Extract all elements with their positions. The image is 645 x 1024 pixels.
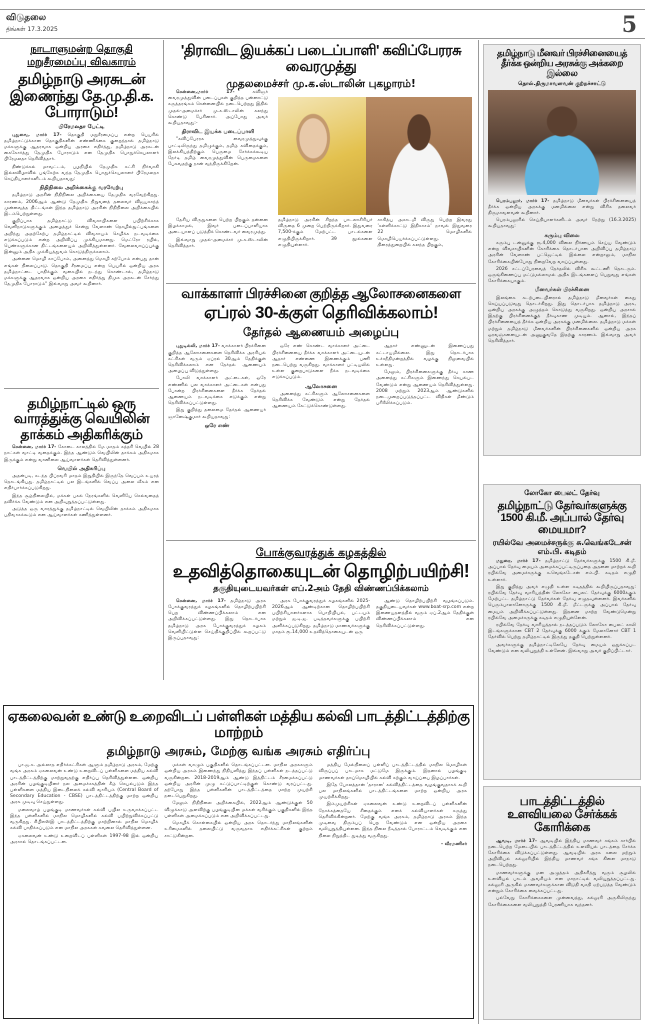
paragraph: அடுத்த ஒரு வாரத்துக்கு தமிழ்நாட்டில் வெயிலின் தாக்கம் அதிகமாக பதிவாகக்கூடும் என ஆய்வாளர்கள் கணித்துள்ளனர். [4, 507, 159, 519]
story-thirumavalavan [483, 44, 641, 456]
story-vairamuthu [168, 44, 474, 90]
story-body [168, 344, 474, 431]
paragraph: தமிழ்நாடு அரசின் நிதிநிலை அறிக்கையை தேமுதிக வரவேற்கிறது. காரணம், 2006ஆம் ஆண்டு தேமுதிக நிறுவனத் தலைவர் விஜயகாந்த் முன்வைத்த திட்டங்கள் இந்த தமிழ்நாடு அரசின் நிதிநிலை அறிக்கையில் இடம்பெற்றுள்ளது. [4, 193, 159, 217]
column-divider-right [478, 40, 479, 1024]
story-subtitle: திராவிட இயக்க படைப்பாளி [181, 129, 255, 136]
paragraph: திண்டுக்கல் மாவட்டம், பழநியில் தேமுதிக கட்சி நிர்வாகி இல்லவிழாவில் பங்கேற்க வந்த தேமுதிக பொதுச்செயலாளர் பிரேமலதா செய்தியாளர்களிடம் கூறியதாவது: [4, 164, 159, 182]
paragraph: தமிழ்நாடு மீனவர்கள் பிரச்சினையைத் தீர்க்க ஒன்றிய அரசுக்கு மனமில்லை என்று விசிக தலைவர் திருமாவளவன் கூறினார். [488, 198, 636, 217]
story-divider [4, 388, 159, 389]
paragraph: அரசு போக்குவரத்துக் கழகங்களில் 2025-2026ஆம் ஆண்டிற்கான தொழிற்பயிற்சி பயிற்சியாளர்களாக பொறியியல், பட்டயம் மற்றும் ஐ.டி.ஐ. படித்தவர்களுக்கு பயிற்சி அளிக்கப்படுகிறது. தமிழ்நாடு மாணவர்களுக்கு மாதம் ரூ.14,000 உதவித்தொகையுடன் ஒரு [272, 598, 370, 635]
paragraph: இது குறித்து தலைமை தேர்தல் ஆணையர் ஞானேஷ்குமார் கூறியதாவது: [168, 408, 266, 420]
story-body-end [168, 218, 268, 251]
paragraph: மொழிக் கொள்கையில் ஒன்றிய அரசு தொடர்ந்து மாநிலங்களின் உரிமைகளில் தலையிட்டு வருவதாக எதிர்க்கட்சிகள் குற்றம் சாட்டுகின்றன. [164, 821, 313, 839]
story-election-commission [168, 287, 474, 431]
story-subtitle: நிதிநிலை அறிக்கைக்கு வரவேற்பு [39, 185, 124, 192]
paragraph: அனைத்து கட்சிகளும் ஆலோசனைகளை தெரிவிக்க வேண்டும் என்று தேர்தல் ஆணையம் கேட்டுக்கொண்டுள்ளது. [272, 391, 370, 410]
story-body [4, 133, 159, 289]
paragraph: கவிஞர் வைரமுத்துவின் படைப்புகள் குறித்த பன்னாட்டு கருத்தரங்கம் சென்னையில் நடைபெற்றது இதில் முதல்-அமைச்சர் மு.க.ஸ்டாலின் கலந்து கொண்டு பேசினார். அப்போது அவர் கூறியதாவது:- [168, 90, 268, 127]
paragraph: தேசிய விருதுகளை பெற்ற பிறகும் தன்னை இழக்காமல், இவர் படைப்பாளியாக அடையாளப் படுத்திக் கொண்டவர் வைரமுத்து. [168, 218, 268, 236]
story-subtitle: வெயில் அதிகரிப்பு [57, 465, 106, 472]
story-kicker: போக்குவரத்துக் கழகத்தில் [255, 546, 387, 559]
dateline: சென்னை, மார்ச் 17- [176, 598, 226, 604]
dateline: சென்னை,மார்ச் 17- [176, 90, 235, 95]
paragraph: கோடை காலத்தில் மே மாதம் கத்தரி வெயில் 28 நாட்கள் வாட்டி வதைக்கும். இந்த ஆண்டும் வெயிலின் தாக்கம் அதிகமாக இருக்கும் என்று வானிலை ஆய்வாளர்கள் தெரிவித்துள்ளனர். [4, 445, 159, 463]
story-body [488, 839, 636, 909]
dateline: புதுடில்லி, மார்ச் 17- [176, 344, 220, 350]
dateline: பெரம்பலூர், மார்ச் 17- [496, 198, 550, 204]
story-headline: பாடத்திட்டத்தில் உளவியலை சேர்க்கக் கோரிக்கை [507, 794, 617, 835]
story-divider [166, 540, 476, 541]
story-kicker: நாடாளுமன்ற தொகுதி மறுசீரமைப்பு விவகாரம் [27, 44, 136, 68]
stalin-photo [366, 97, 472, 215]
dateline: சென்னை, மார்ச் 17- [12, 445, 57, 451]
paragraph: மலைவாழ் பழங்குடி மாணவர்கள் கல்வி பயில உருவாக்கப்பட்ட இந்த பள்ளிகளில் மாநில மொழிகளில் கல்வி பயிற்றுவிக்கப்பட்டு வருகிறது. சிபிஎஸ்இ பாடத்திட்டத்திற்கு மாற்றினால் மாநில மொழிக் கல்வி பாதிக்கப்படும் என மாநில அரசுகள் கவலை தெரிவித்துள்ளன. [10, 807, 159, 832]
paragraph: பல்வேறு கோரிக்கைகளை முன்வைத்து, கல்லூரி அருகிலிருந்து கோரிக்கைகளை வலியுறுத்தி பேரணியாக வந்தனர். [488, 896, 636, 908]
story-headline: உதவித்தொகையுடன் தொழிற்பயிற்சி! [172, 560, 470, 581]
paragraph: அதன்படி, கடந்த பிப்ரவரி மாதம் இறுதியில் இருந்தே வெப்பம் உயரத் தொடங்கியது. தமிழ்நாட்டில் பல இடங்களில் வெப்ப அலை வீசும் என எதிர்பார்க்கப்படுகிறது. [4, 473, 159, 492]
story-kicker: லோகோ பைலட் தேர்வு [524, 489, 600, 497]
paragraph: மத்திய மேல்நிலைப் பள்ளிப் பாடத்திட்டத்தில் மாநில மொழிகள் விருப்பப் பாடமாக மட்டுமே இருக்கும். இதனால் பழங்குடி மாணவர்கள் தாய்மொழியில் கல்வி கற்கும் வாய்ப்பை இழப்பார்கள். [318, 763, 467, 781]
story-heatwave [4, 396, 159, 520]
paragraph: தொகுதி மறுசீரமைப்பு என்ற பெயரில் தமிழ்நாட்டுக்கான தொகுதிகளின் எண்ணிக்கை குறைந்தால் தமிழ்நாடு மக்களுக்கு ஆதரவாக ஒன்றிய அரசை எதிர்த்து, தமிழ்நாடு அரசுடன் கைகோர்த்து தேமுதிக போராடும் என தேமுதிக பொதுச்செயலாளர் பிரேமலதா தெரிவித்தார். [4, 132, 159, 163]
vairamuthu-photo [278, 97, 366, 215]
paragraph: அவர்களுக்கு தமிழ்நாட்டிலேயே தேர்வு மையம் ஒதுக்கப்பட வேண்டும் என வலியுறுத்தி உள்ளேன். இவ்வாறு அவர் குறிப்பிட்டார். [488, 642, 636, 654]
story-body-continued [278, 218, 472, 249]
story-headline-line1: வாக்காளர் பிரச்சினை குறித்த ஆலோசனைகளை [181, 286, 461, 301]
paragraph: "கவிப்பேரரசு வைரமுத்துவுக்கு பாட்டிலிருந்து தமிழுக்கும், தமிழ் கவிதைக்கும், இலக்கியத்திற்கும் பெருமை சேர்க்கக்கூடிய நேர்டி தமிழ் வைரமுத்துவின் பெருமைகளை பேசுவதற்கு நான் வந்திருக்கிறேன். [168, 137, 268, 168]
story-subtitle: கரும்பு விலை [544, 232, 580, 239]
dateline: புதுவை, மார்ச் 17- [12, 132, 62, 138]
masthead-rule [0, 9, 645, 10]
story-body [488, 199, 636, 345]
paragraph: தமிழ்நாடு அரசின் சிறந்த பாடலாசிரியர் விருதை 6 முறை பெற்றிருக்கிறார். இதுவரை 7,500-க்கும் மேற்பட்ட பாடல்களை எழுதியிருக்கிறார். 39 நூல்களை எழுதியுள்ளார். [278, 218, 373, 248]
story-headline: தமிழ்நாடு மீனவர் பிரச்சினையைத் தீர்க்க ஒன்றிய அரசுக்கு அக்கறை இல்லை [496, 48, 628, 78]
paper-name: விடுதலை [6, 13, 47, 23]
paragraph: இதே போலத்தான் 'தாரான' கல்வித்திட்டத்தை வழங்குவதாகக் கூறி பல மாநிலங்களில் பாடத்திட்டங்களை மாற்ற ஒன்றிய அரசு முயற்சிக்கிறது. [318, 782, 467, 801]
page-number: 5 [621, 12, 637, 38]
story-subhead: ரயில்வே அமைச்சருக்கு சு.வெங்கடேசன் எம்.பி. கடிதம் [492, 538, 632, 557]
paragraph: சாகித்ய அகாடமி விருது பெற்ற இவரது 'கள்ளிக்காட்டு இதிகாசம்' நாவல் இதுவரை 22 மொழிகளில் மொழிபெயர்க்கப்பட்டுள்ளது. திரைத்துறையில் கலந்த பிறகும், [377, 218, 472, 248]
paragraph: பா.ஜ.க. அல்லாத எதிர்க்கட்சிகள் ஆளும் தமிழ்நாடு அரசும், மேற்கு வங்க அரசும் ஏகலைவன் உண்டு உறைவிடப் பள்ளிகளை மத்திய கல்வி பாடத்திட்டத்திற்கு மாற்றுவதற்கு எதிர்ப்பு தெரிவித்துள்ளன. ஒன்றிய அரசின் பழங்குடியினர் நல அமைச்சகத்தின் கீழ் செயல்படும் இந்த பள்ளிகளை மத்திய இடைநிலைக் கல்வி வாரியம் (Central Board of Secondary Education - CBSE) பாடத்திட்டத்திற்கு மாற்ற ஒன்றிய அரசு முடிவு செய்துள்ளது. [10, 763, 159, 806]
story-transport-training [168, 546, 474, 643]
story-headline: 'திராவிட இயக்கப் படைப்பாளி' கவிப்பேரரசு வைரமுத்து [180, 43, 462, 75]
story-subtitle: மீனவர்கள் பிரச்சினை [534, 287, 590, 294]
paragraph: பெரம்பலூரில் செய்தியாளர்களிடம் அவர் நேற்று (16.3.2025) கூறியதாவது: [488, 218, 636, 230]
dateline: மதுரை, மார்ச் 17- [496, 559, 541, 565]
paper-date: திங்கள் 17.3.2025 [6, 26, 58, 33]
paragraph: 2026 சட்டப்பேரவைத் தேர்தலில் விசிக கூட்டணி தொடரும். ஒருங்கிணைப்பு மட்டுமல்லாமல் அதிக இடங்களைப் பெறுவது எங்கள் கோரிக்கையாகும். [488, 266, 636, 285]
story-body [4, 445, 159, 519]
paragraph: குறிப்பாக தமிழ்நாட்டு விவசாயிகளை பயிற்சிக்காக வெளிநாடுகளுக்கும் அழைத்துச் சென்று வேளாண் தொழில்நுட்பங்களை அறிந்து அதற்கேற்ப தமிழ்நாட்டில் விவசாயம் செழிக்க நடவடிக்கை எடுக்கப்படும் என்ற அறிவிப்பு முக்கியமானது. மெட்ரோ ரயில், பெண்களுக்கான திட்டங்களையும் அறிவித்துள்ளனர். வேலைவாய்ப்புக்கு இன்னும் அதிக முக்கியத்துவம் கொடுத்திருக்கலாம். [4, 219, 159, 256]
paragraph: மக்கள் வாழும் பகுதிகளில் தொடங்கப்பட்டன. மாநில அரசுகளும் ஒன்றிய அரசும் இணைந்து நிதியளித்து இந்தப் பள்ளிகள் நடத்தப்பட்டு வருகின்றன. 2018-2019ஆம் ஆண்டு இத்திட்டம் சீரமைக்கப்பட்டு ஒன்றிய அரசின் முழு கட்டுப்பாட்டிற்குள் கொண்டு வரப்பட்டது. தற்போது இந்த பள்ளிகளின் பாடத்திட்டத்தை மாற்ற முயற்சி நடைபெறுகிறது. [164, 763, 313, 800]
story-headline-line2: ஏப்ரல் 30-க்குள் தெரிவிக்கலாம்! [204, 302, 438, 322]
story-headline: ஏகலைவன் உண்டு உறைவிடப் பள்ளிகள் மத்திய கல்வி பாடத்திட்டத்திற்கு மாற்றம் [7, 709, 470, 741]
paragraph: மேலும் நிதிநிலை அறிக்கையில், 2022ஆம் ஆண்டுக்குள் 50 விழுக்காடு அளவிற்கு பழங்குடியின மக்கள் வசிக்கும் பகுதிகளில் இந்த பள்ளிகள் அமைக்கப்படும் என அறிவிக்கப்பட்டது. [164, 801, 313, 819]
author-signature: – வீரமணிசர் [440, 841, 467, 847]
story-body [168, 599, 474, 643]
story-dmdk [4, 44, 159, 289]
column-divider-left [163, 40, 164, 680]
story-subhead: தகுதியுடையவர்கள் எப்.2அம் தேதி விண்ணப்பிக்கலாம் [213, 583, 429, 594]
paragraph: வாக்காளர் பிரச்சினை குறித்த ஆலோசனைகளை தெரிவிக்க அரசியல் கட்சிகள் வரும் ஏப்ரல் 30ஆம் தேதிக்குள் தெரிவிக்கலாம் என தேர்தல் ஆணையம் அழைப்பு விடுத்துள்ளது. [168, 344, 266, 375]
story-body [168, 90, 268, 169]
paragraph: இலங்கை கடற்படையினரால் தமிழ்நாடு மீனவர்கள் கைது செய்யப்படுவது தொடர்கிறது. இது தொடர்பாக தமிழ்நாடு அரசு, ஒன்றிய அரசுக்கு அழுத்தம் கொடுத்து வருகிறது. ஒன்றிய அரசால் இதற்கு பிரச்சினைக்குத் தீர்வுகாண முடியும். ஆனால், இந்தப் பிரச்சினையைத் தீர்க்க ஒன்றிய அரசுக்கு மனமில்லை. தமிழ்நாடு மக்கள் மற்றும் தமிழ்நாடு மீனவர்களின் பிரச்சினைகளில் ஒன்றிய அரசு ஓரவஞ்சனையுடன் அணுகுவதே இதற்கு காரணம். இவ்வாறு அவர் தெரிவித்தார். [488, 295, 636, 344]
story-headline: தமிழ்நாடு அரசுடன் இணைந்து தே.மு.தி.க. போராடும்! [9, 71, 154, 121]
paragraph: போலி வாக்காளர் அட்டைகள், ஒரே எண்ணில் பல வாக்காளர் அட்டைகள் என்பது போன்ற பிரச்சினைகளை தீர்க்க தேர்தல் ஆணையம் நடவடிக்கை எடுக்கும் என்று தெரிவிக்கப்பட்டுள்ளது. [168, 376, 266, 407]
story-subhead: தேர்தல் ஆணையம் அழைப்பு [243, 324, 399, 339]
dateline: ஆவடி, மார்ச் 17- [496, 838, 537, 844]
paragraph: இம்முயற்சிகள் ஏகலைவன் உண்டு உறைவிடப் பள்ளிகளின் நோக்கத்தையே சிதைக்கும் எனக் கல்வியாளர்கள் கருத்து தெரிவிக்கின்றனர். மேற்கு வங்க அரசும், தமிழ்நாடு அரசும் இந்த முடிவை திரும்பப் பெற வேண்டும் என ஒன்றிய அரசை வலியுறுத்தியுள்ளன. இந்த நிலை நீடித்தால் போராட்டம் வெடிக்கும் என நிலை நிறுத்திட துடித்து வருகிறது. [318, 802, 467, 839]
paragraph: ஏகலைவன் உண்டு உறைவிடப் பள்ளிகள் 1997-98 இல் ஒன்றிய அரசால் தொடங்கப்பட்டன. [10, 833, 159, 845]
paragraph: ஆவடியில் இந்திய மாணவர் சங்கம் சார்பில் நடைபெற்ற மேடையில் பாடத்திட்டத்தில் உளவியல் பாடத்தை சேர்க்க கோரிக்கை விடுக்கப்பட்டுள்ளது. ஆவடியில் அரசு கலை மற்றும் அறிவியல் கல்லூரியில் இந்திய மாணவர் சங்க கிளை மாநாடு நடைபெற்றது. [488, 838, 636, 869]
story-body [488, 559, 636, 655]
paragraph: ஒரே எண் கொண்ட வாக்காளர் அட்டை பிரச்சினையை தீர்க்க வாக்காளர் அட்டையுடன் ஆதார் எண்ணை இணைக்கும் பணி நடைபெற்று வருகிறது. வாக்காளர் பட்டியலில் உள்ள குறைபாடுகளை நீக்க நடவடிக்கை எடுக்கப்படும். [272, 344, 370, 381]
paragraph: ஆதார் எண்ணுடன் இணைப்பது கட்டாயமில்லை. இது தொடர்பாக உச்சநீதிமன்றத்தில் வழக்கு நிலுவையில் உள்ளது. [376, 344, 474, 368]
paragraph: ரயில்வே தேர்வு வாரியத்தால் நடத்தப்படும் லோகோ பைலட் காலி இடங்களுக்கான CBT 2 தேர்வுக்கு 6000 க்கும் மேலானோர் CBT 1 தேர்வில் பெற்று தமிழ்நாட்டில் இருந்து தகுதி பெற்றுள்ளனர். [488, 623, 636, 641]
story-subtitle: ஒரே எண் [204, 422, 230, 429]
story-subtitle: ஆலோசனை [305, 383, 337, 390]
paragraph: தமிழ்நாட்டு தேர்வர்களுக்கு 1500 கி.மீ. அப்பால் தேர்வு மையம் அமைக்கப்பட்டிருப்பதை அதனை மாற்றக் கூறி ரயில்வே அமைச்சருக்கு சு.வெங்கடேசன் எம்.பி. கடிதம் எழுதி உள்ளார். [488, 559, 637, 583]
paragraph: தமிழ்நாடு அரசு போக்குவரத்துக் கழகங்களில் தொழிற்பயிற்சி பெற விண்ணப்பிக்கலாம் என அறிவிக்கப்பட்டுள்ளது. இது தொடர்பாக தமிழ்நாடு அரசு போக்குவரத்துக் கழகம் வெளியிட்டுள்ள செய்திக்குறிப்பில் கூறப்பட்டு இருப்பதாவது: [168, 598, 266, 641]
paragraph: மேலும், பிரச்சினைகளுக்கு தீர்வு காண அனைத்து கட்சிகளும் இணைந்து செயல்பட வேண்டும் என்று ஆணையம் தெரிவித்துள்ளது. 2008 மற்றும் 2023ஆம் ஆண்டுகளில் நடைமுறைப்படுத்தப்பட்ட விதிகள் மீண்டும் பரிசீலிக்கப்படும். [376, 370, 474, 407]
paragraph: இவ்வாறு முதல்-அமைச்சர் மு.க.ஸ்டாலின் தெரிவித்தார். [168, 237, 268, 249]
story-divider [166, 283, 476, 284]
story-subhead: தமிழ்நாடு அரசும், மேற்கு வங்க அரசும் எதிர்ப்பு [106, 743, 371, 758]
paragraph: அன்னை மொழி காப்போம், அனைத்து மொழி கற்போம் என்பது தான் எங்கள் நிலைப்பாடு. தொகுதி சீரமைப்பு என்ற பெயரில் ஒன்றிய அரசு தமிழ்நாட்டை பாதிக்கும் வகையில் நடந்து கொண்டால், தமிழ்நாடு மக்களுக்கு ஆதரவாக ஒன்றிய அரசை எதிர்த்து திமுக அரசுடன் சேர்ந்து தேமுதிக போராடும்" இவ்வாறு அவர் கூறினார். [4, 257, 159, 288]
story-body [10, 763, 467, 848]
story-railway-exam [483, 484, 641, 780]
paragraph: இது குறித்து அவர் எழுதி உள்ள கடிதத்தில் கூறியிருப்பதாவது: ரயில்வே தேர்வு வாரியத்தின் லோகோ பைலட் தேர்வுக்கு 6000க்கும் மேற்பட்ட தமிழ்நாட்டு தேர்வர்கள் தேர்வு எழுதவுள்ளனர். இவர்களில் பெரும்பாலானோருக்கு 1500 கி.மீ. மீட்டருக்கு அப்பால் தேர்வு மையம் அறிவிக்கப்பட்டுள்ளது. இதனை மாற்ற வேண்டுமென்று ரயில்வே அமைச்சருக்கு கடிதம் எழுதியுள்ளேன். [488, 584, 636, 621]
story-psychology-syllabus [483, 786, 641, 1020]
story-eklavya-schools [3, 705, 474, 1019]
story-byline: பிரேமலதா பேட்டி [58, 123, 105, 130]
paragraph: இந்த சூழ்நிலையில், மக்கள் பகல் நேரங்களில் வெளியே செல்வதைத் தவிர்க்க வேண்டும் என அறிவுறுத்தப்பட்டுள்ளது. [4, 493, 159, 505]
paragraph: மாணவர்களுக்கு மன அழுத்தம் அதிகரித்து வரும் சூழலில் உளவியல் பாடம் அவசியம் என மாநாட்டில் வலியுறுத்தப்பட்டது. கல்லூரி அருகில் மாணவர்களுக்கான விடுதி வசதி ஏற்படுத்த வேண்டும் என்றும் கோரிக்கை வைக்கப்பட்டது. [488, 870, 636, 895]
story-headline: தமிழ்நாட்டு தேர்வர்களுக்கு 1500 கி.மீ. அப்பால் தேர்வு மையமா? [497, 499, 627, 536]
header-divider [0, 38, 645, 39]
story-byline: தொல்.திருமாவளவன் குற்றச்சாட்டு [518, 80, 606, 87]
story-headline: தமிழ்நாட்டில் ஒரு வாரத்துக்கு வெயிலின் தாக்கம் அதிகரிக்கும் [13, 395, 150, 442]
story-subhead: முதலமைச்சர் மு.க.ஸ்டாலின் புகழாரம்! [226, 77, 416, 90]
paragraph: ஆண்டு தொழிற்பயிற்சி வழங்கப்படும். தகுதியுடையவர்கள் www.boat-srp.com என்ற இணையதளத்தில் வரும் ஏப்.2ஆம் தேதிக்குள் விண்ணப்பிக்கலாம் என தெரிவிக்கப்பட்டுள்ளது. [376, 598, 474, 629]
thirumavalavan-photo [488, 90, 636, 195]
paragraph: கரும்பு டன்னுக்கு ரூ.4,000 விலை நிர்ணயம் செய்ய வேண்டும் என்ற விவசாயிகளின் கோரிக்கை தொடர்பான அறிவிப்பு தமிழ்நாடு அரசின் வேளாண் பட்ஜெட்டில் இல்லை என்றாலும், மாநில கோரிக்கையின்போது நிறைவேற வாய்ப்புள்ளது. [488, 240, 636, 265]
